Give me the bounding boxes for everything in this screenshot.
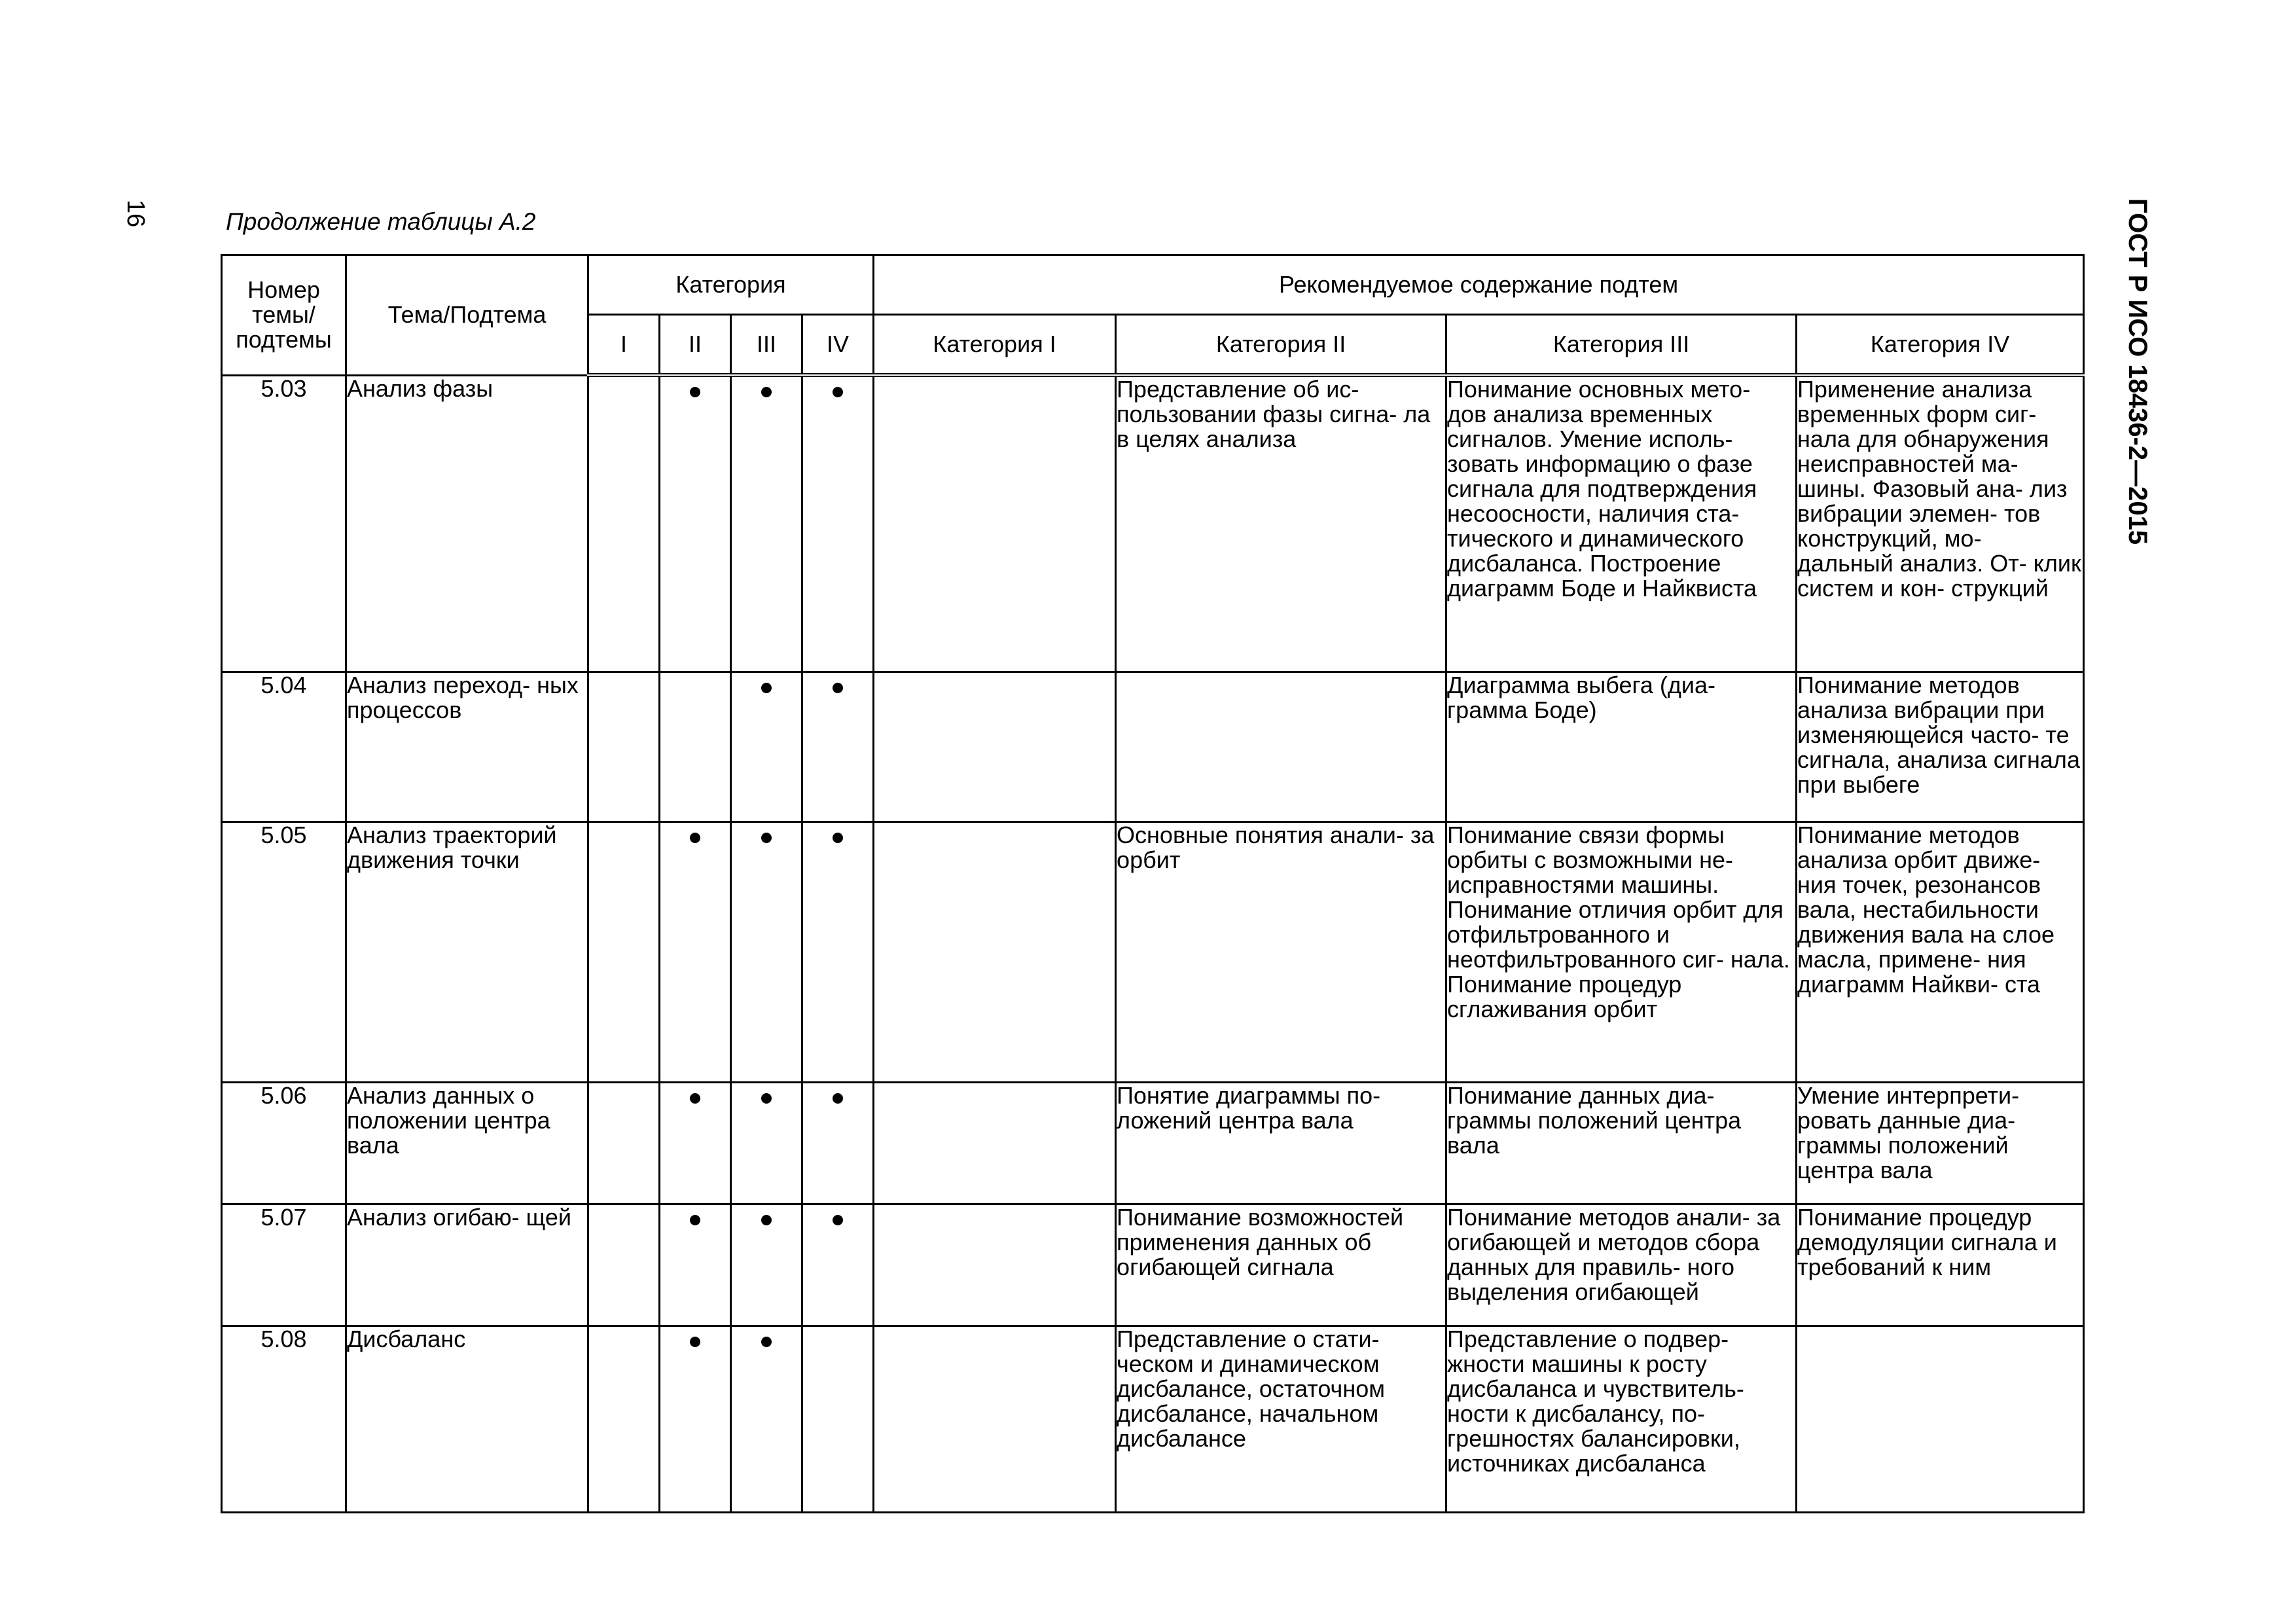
content-cat-4: Умение интерпрети- ровать данные диа- граммы положений центра вала — [1797, 1082, 2084, 1204]
page-number: 16 — [122, 200, 149, 228]
content-cat-4: Понимание процедур демодуляции сигнала и требований к ним — [1797, 1204, 2084, 1326]
content-cat-1 — [874, 1204, 1116, 1326]
category-cell-IV — [802, 1326, 874, 1512]
category-mark-dot — [761, 833, 772, 843]
category-mark-dot — [761, 1093, 772, 1104]
category-cell-III — [731, 1204, 802, 1326]
row-number: 5.05 — [222, 821, 346, 1082]
header-recommended: Рекомендуемое содержание подтем — [874, 255, 2084, 315]
table-caption: Продолжение таблицы А.2 — [226, 208, 536, 235]
content-cat-2 — [1116, 672, 1446, 821]
category-cell-IV — [802, 375, 874, 672]
content-cat-2: Представление о стати- ческом и динамическом дисбалансе, остаточном дисбалансе, начальном дисбалансе — [1116, 1326, 1446, 1512]
category-mark-dot — [761, 1337, 772, 1347]
content-cat-2: Понятие диаграммы по- ложений центра вала — [1116, 1082, 1446, 1204]
row-number: 5.07 — [222, 1204, 346, 1326]
header-content-cat-2: Категория II — [1116, 315, 1446, 376]
category-cell-III — [731, 821, 802, 1082]
header-number: Номер темы/ подтемы — [222, 255, 346, 376]
category-mark-dot — [833, 833, 843, 843]
category-mark-dot — [690, 1337, 700, 1347]
category-mark-dot — [761, 387, 772, 397]
category-mark-dot — [833, 683, 843, 693]
row-topic: Анализ переход- ных процессов — [346, 672, 588, 821]
category-cell-IV — [802, 672, 874, 821]
category-cell-III — [731, 672, 802, 821]
header-roman-4: IV — [802, 315, 874, 376]
content-cat-1 — [874, 821, 1116, 1082]
table-row — [222, 375, 2084, 672]
content-cat-2: Основные понятия анали- за орбит — [1116, 821, 1446, 1082]
category-mark-dot — [833, 1215, 843, 1225]
header-content-cat-3: Категория III — [1446, 315, 1797, 376]
topics-table — [221, 254, 2085, 1513]
category-cell-III — [731, 1082, 802, 1204]
header-content-cat-1: Категория I — [874, 315, 1116, 376]
category-cell-I — [588, 672, 660, 821]
category-cell-I — [588, 1204, 660, 1326]
row-topic: Анализ огибаю- щей — [346, 1204, 588, 1326]
category-cell-II — [660, 1326, 731, 1512]
table-row — [222, 672, 2084, 821]
content-cat-1 — [874, 672, 1116, 821]
category-cell-II — [660, 821, 731, 1082]
row-topic: Дисбаланс — [346, 1326, 588, 1512]
header-category: Категория — [588, 255, 874, 315]
category-cell-I — [588, 821, 660, 1082]
content-cat-2: Понимание возможностей применения данных об огибающей сигнала — [1116, 1204, 1446, 1326]
category-cell-IV — [802, 1204, 874, 1326]
category-mark-dot — [690, 1215, 700, 1225]
table-row — [222, 1204, 2084, 1326]
content-cat-3: Понимание основных мето- дов анализа временных сигналов. Умение исполь- зовать информацию о фазе сигнала для подтверждения несоосности, наличия ста- тического и динамического дисбаланса. Построение диаграмм Боде и Найквиста — [1446, 375, 1797, 672]
table-row — [222, 1326, 2084, 1512]
content-cat-4 — [1797, 1326, 2084, 1512]
row-number: 5.08 — [222, 1326, 346, 1512]
header-topic: Тема/Подтема — [346, 255, 588, 376]
category-cell-II — [660, 1204, 731, 1326]
header-content-cat-4: Категория IV — [1797, 315, 2084, 376]
content-cat-4: Понимание методов анализа орбит движе- ния точек, резонансов вала, нестабильности движения вала на слое масла, примене- ния диаграмм Найкви- ста — [1797, 821, 2084, 1082]
row-topic: Анализ траекторий движения точки — [346, 821, 588, 1082]
category-mark-dot — [690, 387, 700, 397]
category-mark-dot — [833, 387, 843, 397]
row-number: 5.06 — [222, 1082, 346, 1204]
content-cat-3: Понимание методов анали- за огибающей и методов сбора данных для правиль- ного выделения огибающей — [1446, 1204, 1797, 1326]
content-cat-3: Представление о подвер- жности машины к росту дисбаланса и чувствитель- ности к дисбалансу, по- грешностях балансировки, источниках дисбаланса — [1446, 1326, 1797, 1512]
category-cell-IV — [802, 1082, 874, 1204]
category-cell-II — [660, 672, 731, 821]
row-topic: Анализ фазы — [346, 375, 588, 672]
content-cat-1 — [874, 375, 1116, 672]
header-roman-3: III — [731, 315, 802, 376]
category-cell-IV — [802, 821, 874, 1082]
row-topic: Анализ данных о положении центра вала — [346, 1082, 588, 1204]
header-roman-2: II — [660, 315, 731, 376]
content-cat-1 — [874, 1082, 1116, 1204]
category-cell-II — [660, 1082, 731, 1204]
category-mark-dot — [690, 1093, 700, 1104]
table-row — [222, 821, 2084, 1082]
category-cell-I — [588, 1082, 660, 1204]
category-mark-dot — [833, 1093, 843, 1104]
table-row — [222, 1082, 2084, 1204]
row-number: 5.04 — [222, 672, 346, 821]
content-cat-4: Применение анализа временных форм сиг- нала для обнаружения неисправностей ма- шины. Фазовый ана- лиз вибрации элемен- тов конструкций, мо- дальный анализ. От- клик систем и кон- струкций — [1797, 375, 2084, 672]
header-roman-1: I — [588, 315, 660, 376]
content-cat-3: Понимание связи формы орбиты с возможными не- исправностями машины. Понимание отличия орбит для отфильтрованного и неотфильтрованного сиг- нала. Понимание процедур сглаживания орбит — [1446, 821, 1797, 1082]
document-code: ГОСТ Р ИСО 18436-2—2015 — [2123, 198, 2152, 545]
category-cell-I — [588, 1326, 660, 1512]
category-cell-II — [660, 375, 731, 672]
content-cat-3: Понимание данных диа- граммы положений центра вала — [1446, 1082, 1797, 1204]
content-cat-1 — [874, 1326, 1116, 1512]
row-number: 5.03 — [222, 375, 346, 672]
category-cell-I — [588, 375, 660, 672]
category-cell-III — [731, 1326, 802, 1512]
content-cat-4: Понимание методов анализа вибрации при изменяющейся часто- те сигнала, анализа сигнала при выбеге — [1797, 672, 2084, 821]
category-mark-dot — [761, 1215, 772, 1225]
category-cell-III — [731, 375, 802, 672]
content-cat-2: Представление об ис- пользовании фазы сигна- ла в целях анализа — [1116, 375, 1446, 672]
category-mark-dot — [690, 833, 700, 843]
category-mark-dot — [761, 683, 772, 693]
content-cat-3: Диаграмма выбега (диа- грамма Боде) — [1446, 672, 1797, 821]
